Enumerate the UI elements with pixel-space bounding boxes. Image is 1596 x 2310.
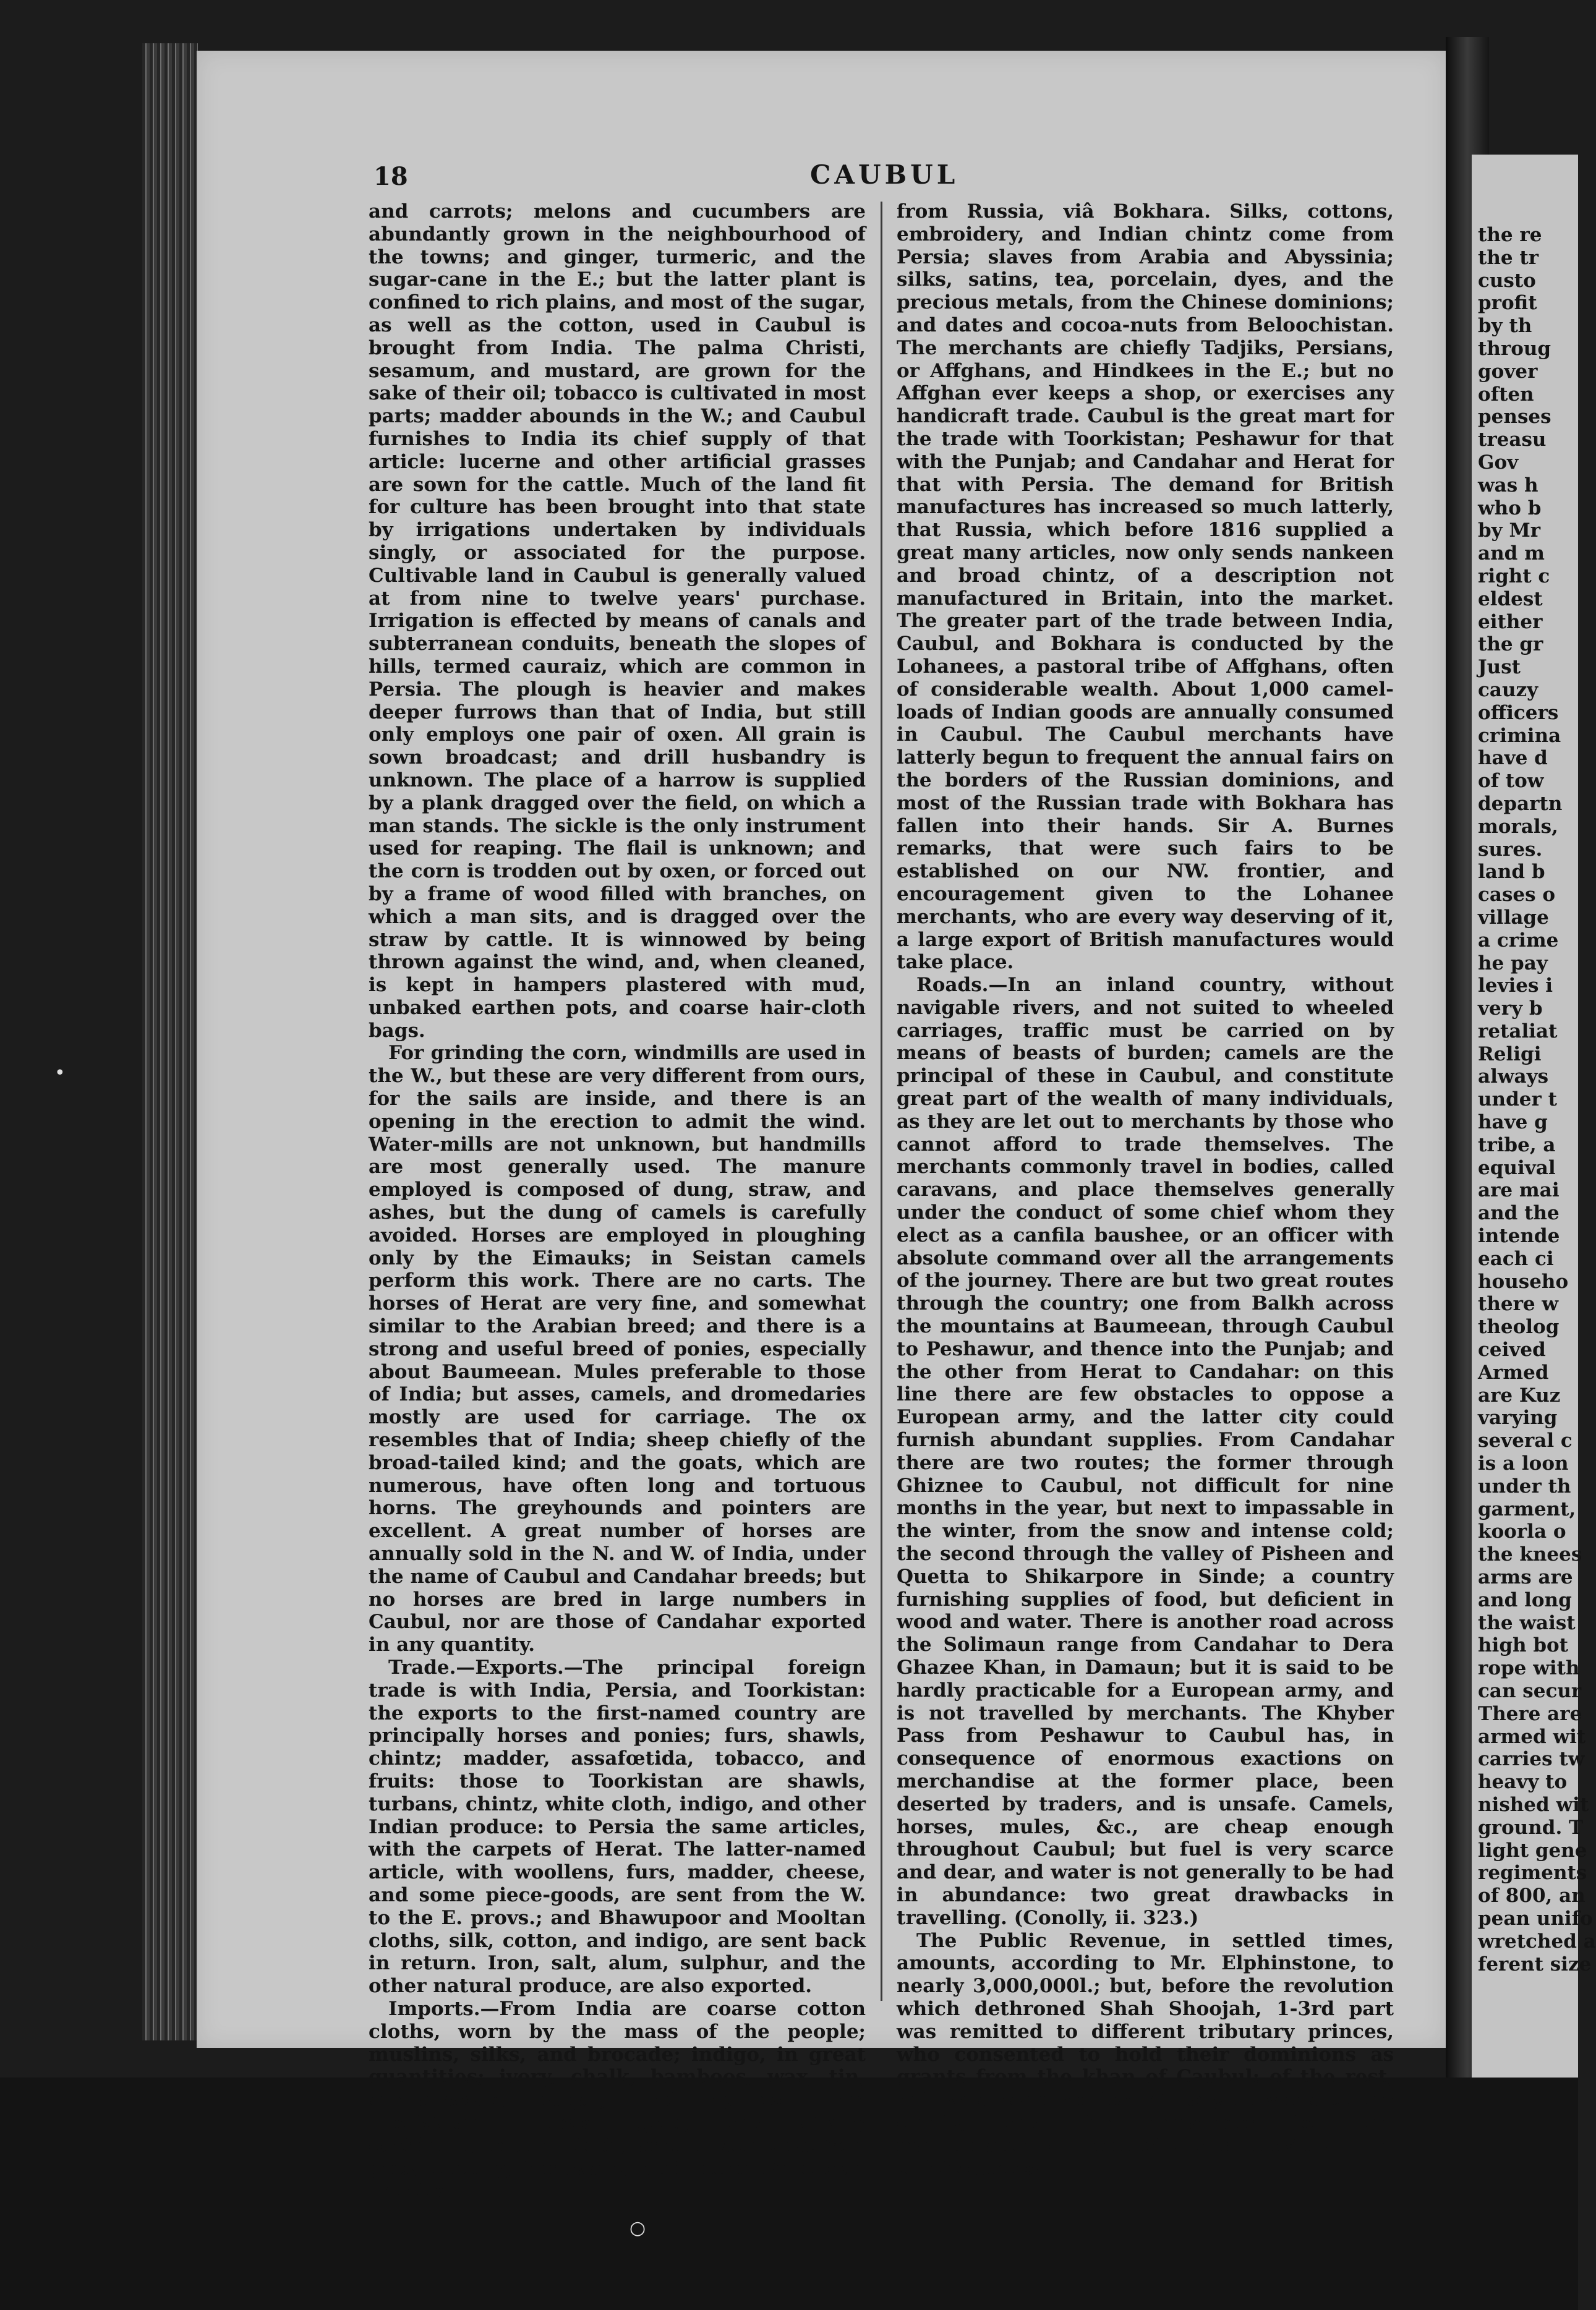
- facing-page-text: [1472, 224, 1596, 2005]
- facing-page-line: a crime: [1478, 929, 1559, 952]
- facing-page-line: he pay: [1478, 952, 1548, 974]
- paragraph-mills-and-livestock: For grinding the corn, windmills are used in the W., but these are very different from ours, for the sails are inside, and there is an opening in the erection to admit the wind. Water-mills are not unknown, but handmills are most generally used. The manure employed is composed of dung, straw, and ashes, but the dung of camels is carefully avoided. Horses are employed in ploughing only by the Eimauks; in Seistan camels perform this work. There are no carts. The horses of Herat are very fine, and somewhat similar to the Arabian breed; and there is a strong and useful breed of ponies, especially about Baumeean. Mules preferable to those of India; but asses, camels, and dromedaries mostly are used for carriage. The ox resembles that of India; sheep chiefly of the broad-tailed kind; and the goats, which are numerous, have often long and tortuous horns. The greyhounds and pointers are excellent. A great number of horses are annually sold in the N. and W. of India, under the name of Caubul and Candahar breeds; but no horses are bred in large numbers in Caubul, nor are those of Candahar exported in any quantity.: [369, 1042, 866, 1656]
- facing-page-line: crimina: [1478, 724, 1561, 747]
- facing-page-line: eldest: [1478, 587, 1543, 610]
- facing-page-line: tribe, a: [1478, 1133, 1556, 1156]
- facing-page-line: retaliat: [1478, 1020, 1558, 1042]
- facing-page-line: have d: [1478, 747, 1548, 770]
- facing-page-line: is a loon: [1478, 1452, 1569, 1475]
- facing-page-line: arms are: [1478, 1566, 1573, 1589]
- facing-page-line: varying: [1478, 1407, 1558, 1430]
- book-page-edges: [142, 43, 198, 2040]
- facing-page-line: under t: [1478, 1088, 1557, 1111]
- facing-page-line: either: [1478, 610, 1543, 633]
- facing-page-line: armed wit: [1478, 1725, 1586, 1748]
- facing-page-line: ferent size: [1478, 1953, 1592, 1975]
- facing-page-line: there w: [1478, 1293, 1559, 1316]
- facing-page-line: the waist: [1478, 1611, 1576, 1634]
- scan-speck: •: [54, 1062, 66, 1084]
- facing-page-line: Religi: [1478, 1042, 1542, 1065]
- facing-page-line: of 800, an: [1478, 1885, 1585, 1907]
- facing-page-line: Armed: [1478, 1361, 1549, 1384]
- facing-page-line: are Kuz: [1478, 1384, 1561, 1407]
- facing-page-line: right c: [1478, 565, 1550, 587]
- facing-page-line: carries tw: [1478, 1748, 1585, 1771]
- facing-page-line: and long: [1478, 1588, 1572, 1611]
- facing-page-line: levies i: [1478, 974, 1553, 997]
- facing-page-line: intende: [1478, 1225, 1560, 1248]
- page-number: 18: [373, 162, 408, 191]
- facing-page-line: treasu: [1478, 428, 1547, 451]
- facing-page-line: have g: [1478, 1111, 1548, 1134]
- facing-page-line: gover: [1478, 360, 1538, 383]
- running-head: CAUBUL: [810, 160, 959, 190]
- facing-page-line: profit: [1478, 292, 1537, 315]
- facing-page-line: and m: [1478, 542, 1545, 565]
- paragraph-trade-exports: Trade.—Exports.—The principal foreign trade is with India, Persia, and Toorkistan: the exports to the first-named country are principally horses and ponies; furs, shawls, chintz; madder, assafœtida, tobacco, and fruits: those to Toorkistan are shawls, turbans, chintz, white cloth, indigo, and other Indian produce: to Persia the same articles, with the carpets of Herat. The latter-named article, with woollens, furs, madder, cheese, and some piece-goods, are sent from the W. to the E. provs.; and Bhawupoor and Mooltan cloths, silk, cotton, and indigo, are sent back in return. Iron, salt, alum, sulphur, and the other natural produce, are also exported.: [369, 1656, 866, 1998]
- paragraph-roads: Roads.—In an inland country, without navigable rivers, and not suited to wheeled carriages, traffic must be carried on by means of beasts of burden; camels are the principal of these in Caubul, and constitute great part of the wealth of many individuals, as they are let out to merchants by those who cannot afford to trade themselves. The merchants commonly travel in bodies, called caravans, and place themselves generally under the conduct of some chief whom they elect as a canfila baushee, or an officer with absolute command over all the arrangements of the journey. There are but two great routes through the country; one from Balkh across the mountains at Baumeean, through Caubul to Peshawur, and thence into the Punjab; and the other from Herat to Candahar: on this line there are few obstacles to oppose a European army, and the latter city could furnish abundant supplies. From Candahar there are two routes; the former through Ghiznee to Caubul, not difficult for nine months in the year, but next to impassable in the winter, from the snow and intense cold; the second through the valley of Pisheen and Quetta to Shikarpore in Sinde; a country furnishing supplies of food, but deficient in wood and water. There is another road across the Solimaun range from Candahar to Dera Ghazee Khan, in Damaun; but it is said to be hardly practicable for a European army, and is not travelled by merchants. The Khyber Pass from Peshawur to Caubul has, in consequence of enormous exactions on merchandise at the former place, been deserted by traders, and is unsafe. Camels, horses, mules, &c., are cheap enough throughout Caubul; but fuel is very scarce and dear, and water is not generally to be had in abundance: two great drawbacks in travelling. (Conolly, ii. 323.): [897, 974, 1394, 1929]
- facing-page-line: ceived: [1478, 1339, 1546, 1362]
- paragraph-public-revenue: The Public Revenue, in settled times, amounts, according to Mr. Elphinstone, to nearly 3,000,000l.; but, before the revolution which dethroned Shah Shoojah, 1-3rd part was remitted to different tributary princes, who consented to hold their dominions as grants from the khan of Caubul: of the rest, half was assigned for military services to the chiefs, and the remainder for the maintenance of moollahs and dervises. The chief sources of: [897, 1929, 1394, 2180]
- facing-page-line: village: [1478, 906, 1549, 929]
- paragraph-imports: Imports.—From India are coarse cotton cloths, worn by the mass of the people; muslins, silks, and brocade; indigo, in great quantities; ivory, chalk, bamboos, wax, tin, sandal-wood, sugar, and spices: from Toorkistan, horses, gold, and silver; cochineal, broad cloth, and tinsel: cast-iron pots, cutlery, hardware, and other European articles,: [369, 1997, 866, 2202]
- facing-page-line: land b: [1478, 861, 1545, 884]
- facing-page-line: ground. T: [1478, 1816, 1584, 1839]
- facing-page-line: high bot: [1478, 1634, 1568, 1657]
- facing-page-line: by th: [1478, 315, 1532, 338]
- facing-page-line: There are: [1478, 1702, 1582, 1725]
- facing-page-line: the re: [1478, 224, 1542, 246]
- facing-page-line: who b: [1478, 497, 1542, 519]
- facing-page-line: pean unifo: [1478, 1907, 1593, 1930]
- facing-page-line: the gr: [1478, 633, 1543, 656]
- facing-page-line: under th: [1478, 1475, 1571, 1498]
- facing-page-line: househo: [1478, 1270, 1569, 1293]
- facing-page-line: wretched a: [1478, 1930, 1596, 1953]
- facing-page-line: cases o: [1478, 884, 1556, 906]
- facing-page-line: koorla o: [1478, 1520, 1566, 1543]
- facing-page-line: garment,: [1478, 1498, 1576, 1520]
- facing-page-line: Just: [1478, 656, 1521, 679]
- scan-speck: ○: [629, 2217, 646, 2239]
- facing-page-line: penses: [1478, 406, 1551, 428]
- facing-page-line: throug: [1478, 337, 1551, 360]
- facing-page-line: heavy to: [1478, 1771, 1568, 1794]
- facing-page-line: the knees: [1478, 1543, 1582, 1566]
- facing-page-line: and the: [1478, 1202, 1560, 1225]
- facing-page-line: sures.: [1478, 838, 1543, 861]
- facing-page-line: morals,: [1478, 815, 1558, 838]
- facing-page-line: by Mr: [1478, 519, 1541, 542]
- facing-page-line: regiments: [1478, 1862, 1587, 1885]
- facing-page-line: are mai: [1478, 1179, 1560, 1202]
- facing-page-line: rope with: [1478, 1657, 1580, 1680]
- facing-page-line: light gene: [1478, 1839, 1587, 1862]
- facing-page-line: theolog: [1478, 1316, 1560, 1339]
- facing-page-line: can secur: [1478, 1680, 1582, 1702]
- paragraph-imports-continued: from Russia, viâ Bokhara. Silks, cottons, embroidery, and Indian chintz come from Persia; slaves from Arabia and Abyssinia; silks, satins, tea, porcelain, dyes, and the precious metals, from the Chinese dominions; and dates and cocoa-nuts from Beloochistan. The merchants are chiefly Tadjiks, Persians, or Affghans, and Hindkees in the E.; but no Affghan ever keeps a shop, or exercises any handicraft trade. Caubul is the great mart for the trade with Toorkistan; Peshawur for that with the Punjab; and Candahar and Herat for that with Persia. The demand for British manufactures has increased so much latterly, that Russia, which before 1816 supplied a great many articles, now only sends nankeen and broad chintz, of a description not manufactured in Britain, into the market. The greater part of the trade between India, Caubul, and Bokhara is conducted by the Lohanees, a pastoral tribe of Affghans, often of considerable wealth. About 1,000 camel-loads of Indian goods are annually consumed in Caubul. The Caubul merchants have latterly begun to frequent the annual fairs on the borders of the Russian dominions, and most of the Russian trade with Bokhara has fallen into their hands. Sir A. Burnes remarks, that were such fairs to be established on our NW. frontier, and encouragement given to the Lohanee merchants, who are every way deserving of it, a large export of British manufactures would take place.: [897, 200, 1394, 974]
- left-column: [369, 200, 866, 2202]
- facing-page-line: custo: [1478, 269, 1536, 292]
- facing-page-line: officers: [1478, 701, 1559, 724]
- column-rule: [881, 202, 882, 2001]
- facing-page-line: departn: [1478, 792, 1563, 815]
- facing-page-line: Gov: [1478, 451, 1519, 474]
- facing-page-line: was h: [1478, 474, 1538, 497]
- facing-page-line: very b: [1478, 997, 1543, 1020]
- right-column: [897, 200, 1394, 2180]
- facing-page-line: always: [1478, 1065, 1549, 1088]
- facing-page-line: cauzy: [1478, 678, 1538, 701]
- facing-page-line: often: [1478, 383, 1534, 406]
- facing-page-line: several c: [1478, 1430, 1573, 1452]
- paragraph-agriculture: and carrots; melons and cucumbers are abundantly grown in the neighbourhood of the towns; and ginger, turmeric, and the sugar-cane in the E.; but the latter plant is confined to rich plains, and most of the sugar, as well as the cotton, used in Caubul is brought from India. The palma Christi, sesamum, and mustard, are grown for the sake of their oil; tobacco is cultivated in most parts; madder abounds in the W.; and Caubul furnishes to India its chief supply of that article: lucerne and other artificial grasses are sown for the cattle. Much of the land fit for culture has been brought into that state by irrigations undertaken by individuals singly, or associated for the purpose. Cultivable land in Caubul is generally valued at from nine to twelve years' purchase. Irrigation is effected by means of canals and subterranean conduits, beneath the slopes of hills, termed cauraiz, which are common in Persia. The plough is heavier and makes deeper furrows than that of India, but still only employs one pair of oxen. All grain is sown broadcast; and drill husbandry is unknown. The place of a harrow is supplied by a plank dragged over the field, on which a man stands. The sickle is the only instrument used for reaping. The flail is unknown; and the corn is trodden out by oxen, or forced out by a frame of wood filled with branches, on which a man sits, and is dragged over the straw by cattle. It is winnowed by being thrown against the wind, and, when cleaned, is kept in hampers plastered with mud, unbaked earthen pots, and coarse hair-cloth bags.: [369, 200, 866, 1042]
- facing-page-line: equival: [1478, 1156, 1556, 1179]
- facing-page-line: the tr: [1478, 246, 1539, 269]
- facing-page-line: each ci: [1478, 1247, 1554, 1270]
- facing-page-line: nished wit: [1478, 1793, 1589, 1816]
- facing-page-line: of tow: [1478, 770, 1544, 793]
